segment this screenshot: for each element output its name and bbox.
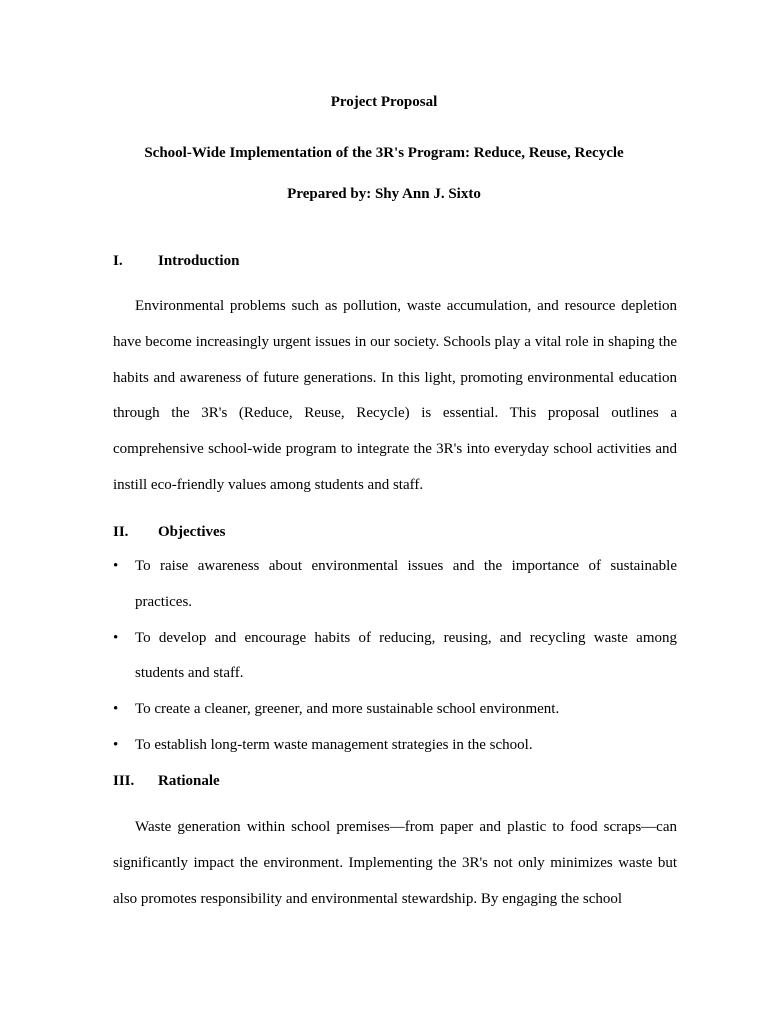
bullet-icon: • — [113, 629, 119, 646]
list-item — [113, 621, 677, 693]
objectives-list — [113, 549, 677, 764]
prepared-by: Prepared by: Shy Ann J. Sixto — [287, 186, 481, 202]
document-subtitle: School-Wide Implementation of the 3R's Program: Reduce, Reuse, Recycle — [144, 145, 624, 161]
list-item-text: To develop and encourage habits of reducing, reusing, and recycling waste among students and staff. — [135, 629, 677, 682]
list-item — [113, 692, 677, 728]
section-heading-rationale — [113, 771, 220, 791]
bullet-icon: • — [113, 558, 119, 574]
bullet-icon: • — [113, 701, 119, 718]
list-item — [113, 728, 677, 764]
section-number: I. — [113, 253, 123, 269]
section-title: Rationale — [158, 773, 220, 789]
section-title: Objectives — [158, 524, 226, 540]
section-number: II. — [113, 524, 129, 540]
section-heading-objectives — [113, 522, 225, 542]
section-number: III. — [113, 773, 135, 789]
rationale-paragraph: Waste generation within school premises—from paper and plastic to food scraps—can significantly impact the environment. Implementing the 3R's not only minimizes waste but also promotes responsibility and environmental stewardship. By engaging the school — [113, 819, 677, 907]
section-heading-introduction — [113, 251, 239, 271]
introduction-paragraph: Environmental problems such as pollution, waste accumulation, and resource depletion have become increasingly urgent issues in our society. Schools play a vital role in shaping the habits and awareness of future generations. In this light, promoting environmental education through the 3R's (Reduce, Reuse, Recycle) is essential. This proposal outlines a comprehensive school-wide program to integrate the 3R's into everyday school activities and instill eco-friendly values among students and staff. — [113, 298, 677, 493]
document-title: Project Proposal — [330, 94, 438, 110]
list-item-text: To create a cleaner, greener, and more sustainable school environment. — [135, 701, 560, 718]
section-title: Introduction — [158, 253, 240, 269]
bullet-icon: • — [113, 736, 119, 753]
list-item — [113, 549, 677, 621]
list-item-text: To raise awareness about environmental issues and the importance of sustainable practices. — [135, 558, 677, 610]
list-item-text: To establish long-term waste management strategies in the school. — [135, 736, 533, 753]
